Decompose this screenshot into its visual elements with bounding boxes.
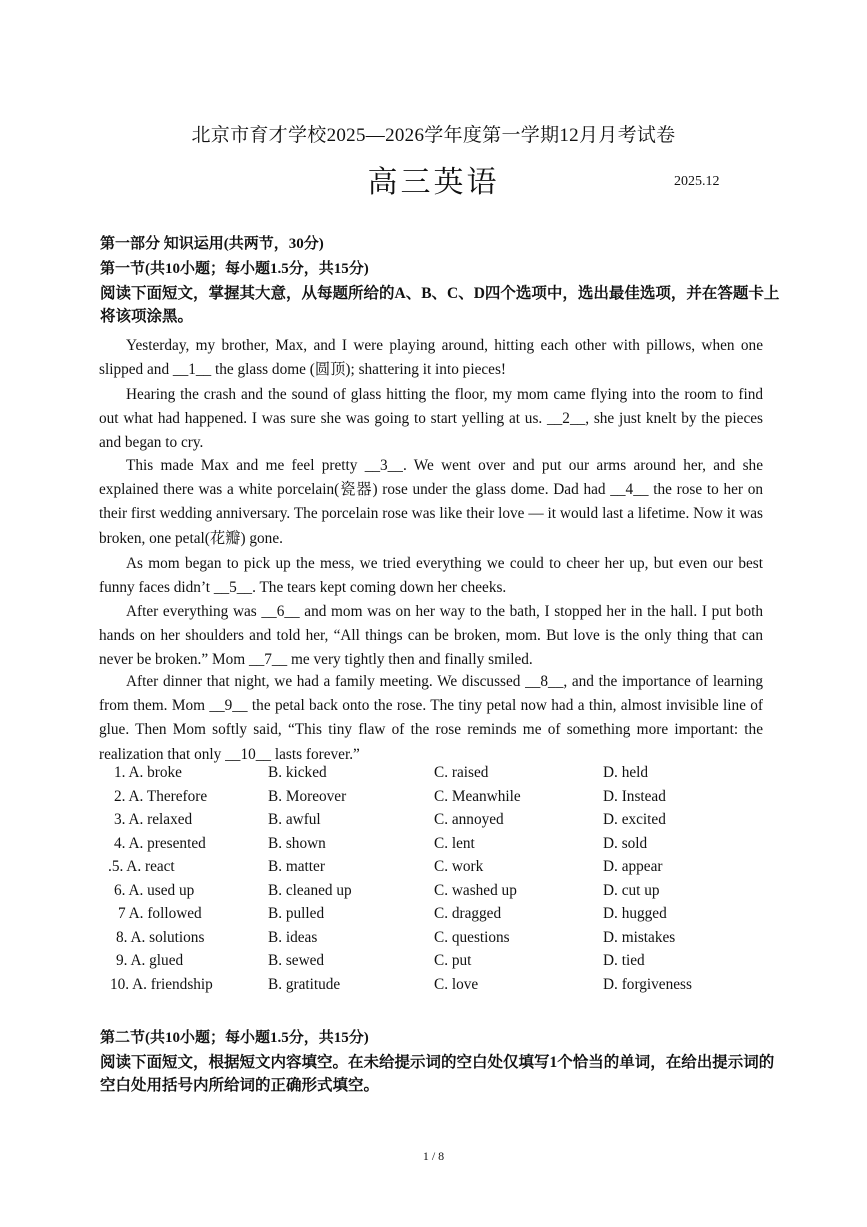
option-row bbox=[100, 835, 780, 859]
option: C. questions bbox=[434, 928, 510, 946]
option: D. held bbox=[603, 764, 649, 781]
passage-paragraph-3: This made Max and me feel pretty __3__. We went over and put our arms around her, and she explained there was a white porcelain(瓷器) rose under the glass dome. Dad had __4__ the rose to her on their first wedding anniversary. The porcelain rose was like their love — it would last a lifetime. Now it was broken, one petal(花瓣) gone. bbox=[99, 457, 763, 547]
option: 8. A. solutions bbox=[116, 928, 205, 946]
option: D. appear bbox=[603, 858, 663, 875]
exam-date: 2025.12 bbox=[674, 174, 720, 189]
subject-title: 高三英语 bbox=[367, 165, 500, 200]
option-row bbox=[100, 811, 780, 835]
option: 6. A. used up bbox=[114, 881, 195, 899]
option-row bbox=[100, 788, 780, 812]
option: C. annoyed bbox=[434, 811, 504, 828]
option: C. love bbox=[434, 975, 479, 993]
option: 2. A. Therefore bbox=[114, 787, 208, 805]
option-row bbox=[100, 905, 780, 929]
option: D. mistakes bbox=[603, 928, 676, 946]
option: B. shown bbox=[268, 834, 326, 852]
option: 7 A. followed bbox=[118, 905, 202, 922]
option: B. Moreover bbox=[268, 787, 347, 805]
section2-instruction: 阅读下面短文，根据短文内容填空。在未给提示词的空白处仅填写1个恰当的单词，在给出提示词的空白处用括号内所给词的正确形式填空。 bbox=[100, 1054, 775, 1094]
option: 3. A. relaxed bbox=[114, 811, 193, 828]
option: B. gratitude bbox=[268, 975, 341, 993]
option: D. forgiveness bbox=[603, 975, 692, 993]
option-row bbox=[100, 976, 780, 1000]
option: 1. A. broke bbox=[114, 764, 182, 781]
option: C. washed up bbox=[434, 881, 517, 899]
passage-paragraph-6: After dinner that night, we had a family meeting. We discussed __8__, and the importance of learning from them. Mom __9__ the petal back onto the rose. The tiny petal now had a thin, almost invisible line of glue. Then Mom softly said, “This tiny flaw of the rose reminds me of something more important: the realization that only __10__ lasts forever.” bbox=[99, 673, 763, 763]
option: C. work bbox=[434, 858, 484, 875]
option: D. excited bbox=[603, 811, 666, 828]
option: D. tied bbox=[603, 952, 645, 969]
passage-paragraph-4: As mom began to pick up the mess, we tried everything we could to cheer her up, but even our best funny faces didn’t __5__. The tears kept coming down her cheeks. bbox=[99, 555, 763, 597]
option: .5. A. react bbox=[108, 858, 175, 875]
option: C. raised bbox=[434, 764, 489, 781]
section1-instruction: 阅读下面短文，掌握其大意，从每题所给的A、B、C、D四个选项中，选出最佳选项，并在答题卡上将该项涂黑。 bbox=[100, 285, 780, 325]
option: C. put bbox=[434, 952, 472, 969]
option: D. hugged bbox=[603, 905, 667, 922]
option: B. kicked bbox=[268, 764, 327, 781]
option: B. ideas bbox=[268, 928, 318, 946]
option-row bbox=[100, 764, 780, 788]
option: B. pulled bbox=[268, 905, 325, 922]
page-number: 1 / 8 bbox=[422, 1149, 445, 1163]
option-row bbox=[100, 882, 780, 906]
option: C. lent bbox=[434, 834, 475, 852]
option: B. sewed bbox=[268, 952, 325, 969]
option: C. Meanwhile bbox=[434, 787, 521, 805]
option: C. dragged bbox=[434, 905, 502, 922]
part1-heading: 第一部分 知识运用(共两节，30分) bbox=[100, 236, 324, 252]
option-row bbox=[100, 952, 780, 976]
option: B. matter bbox=[268, 858, 325, 875]
option: 4. A. presented bbox=[114, 834, 206, 852]
option: B. awful bbox=[268, 811, 321, 828]
passage-paragraph-1: Yesterday, my brother, Max, and I were playing around, hitting each other with pillows, when one slipped and __1__ the glass dome (圆顶); shattering it into pieces! bbox=[99, 337, 763, 379]
option: D. Instead bbox=[603, 787, 666, 805]
passage-paragraph-2: Hearing the crash and the sound of glass hitting the floor, my mom came flying into the room to find out what had happened. I was sure she was going to start yelling at us. __2__, she just knelt by the pieces and began to cry. bbox=[99, 386, 763, 452]
option: B. cleaned up bbox=[268, 881, 352, 899]
option: 9. A. glued bbox=[116, 952, 184, 969]
option: D. cut up bbox=[603, 881, 660, 899]
option-row bbox=[100, 858, 780, 882]
section1-heading: 第一节(共10小题；每小题1.5分，共15分) bbox=[100, 261, 369, 277]
passage-paragraph-5: After everything was __6__ and mom was on her way to the bath, I stopped her in the hall. I put both hands on her shoulders and told her, “All things can be broken, mom. But love is the only thing that can never be broken.” Mom __7__ me very tightly then and finally smiled. bbox=[99, 603, 763, 669]
school-exam-title: 北京市育才学校2025—2026学年度第一学期12月月考试卷 bbox=[191, 125, 676, 146]
option: 10. A. friendship bbox=[110, 975, 213, 993]
option: D. sold bbox=[603, 834, 648, 852]
section2-heading: 第二节(共10小题；每小题1.5分，共15分) bbox=[100, 1030, 369, 1046]
option-row bbox=[100, 929, 780, 953]
options-table bbox=[100, 764, 780, 999]
